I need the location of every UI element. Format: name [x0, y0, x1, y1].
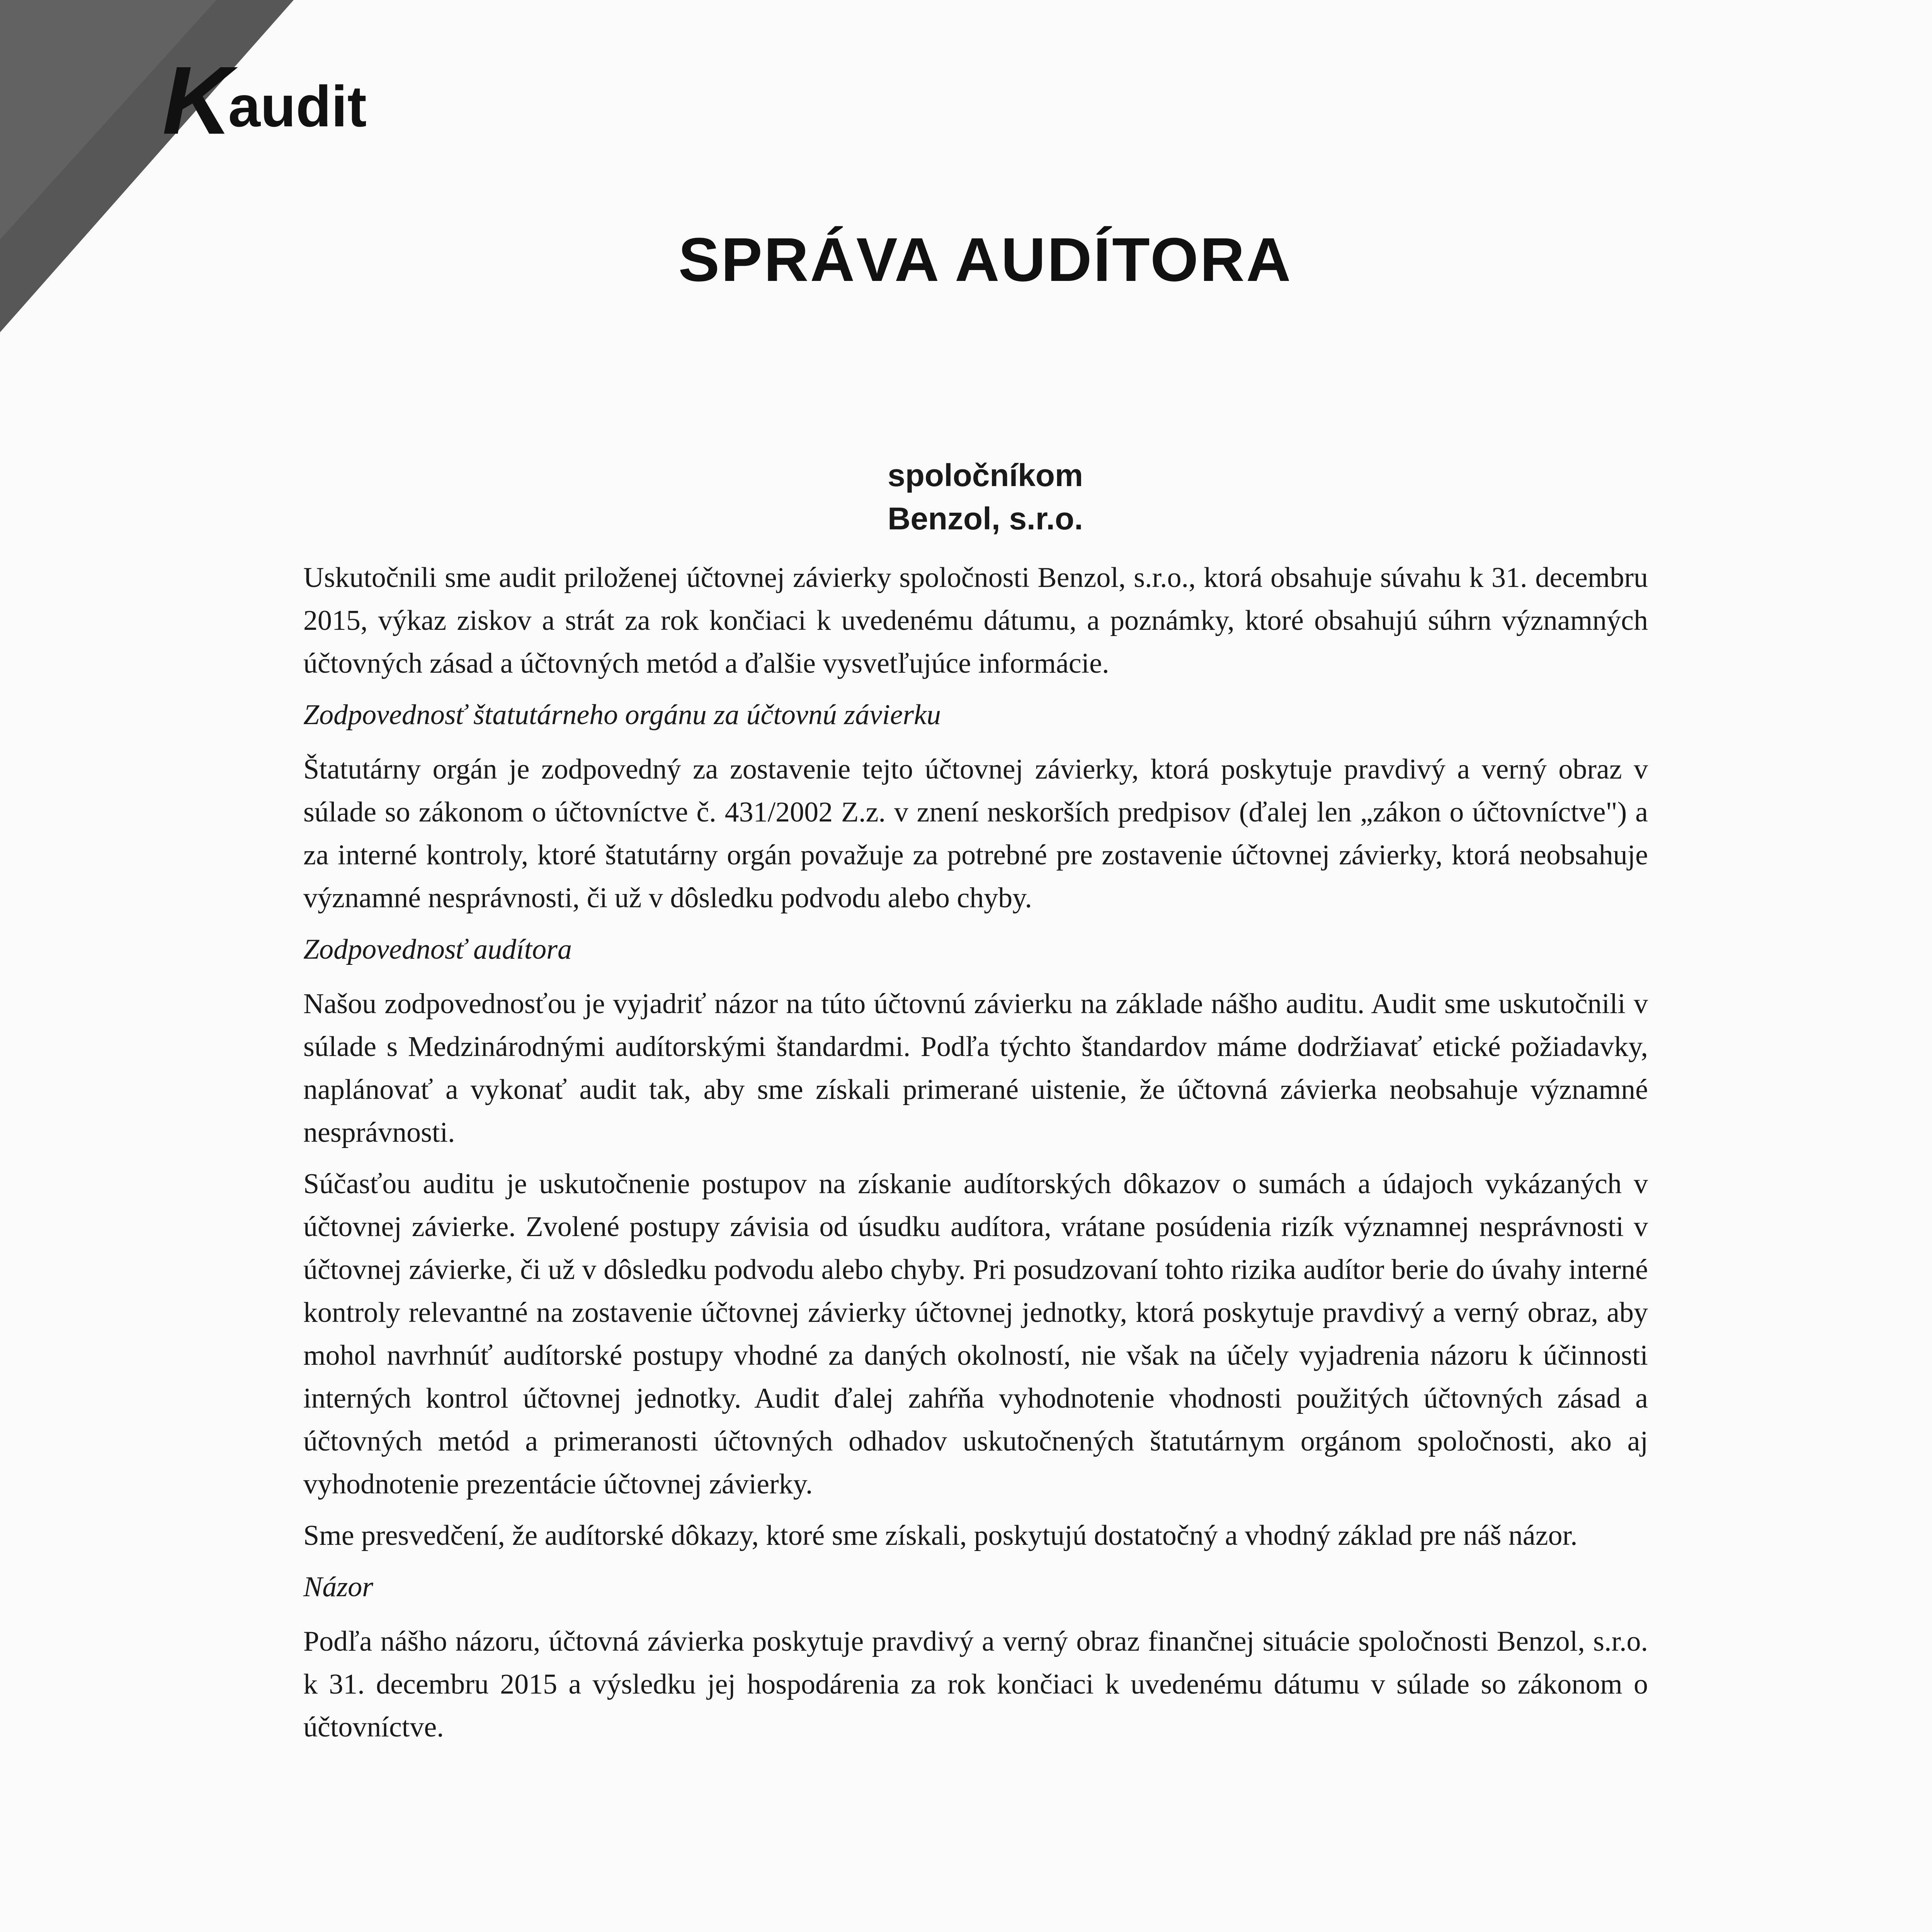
- recipient-line-1: spoločníkom: [888, 458, 1083, 493]
- auditor-paragraph-1: Našou zodpovednosťou je vyjadriť názor na túto účtovnú závierku na základe nášho auditu. Audit sme uskutočnili v súlade s Medzinárodnými audítorskými štandardmi. Podľa týchto štandardov máme dodržiavať etické požiadavky, naplánovať a vykonať audit tak, aby sme získali primerané uistenie, že účtovná závierka neobsahuje významné nesprávnosti.: [303, 988, 1648, 1148]
- auditor-paragraph-2: Súčasťou auditu je uskutočnenie postupov na získanie audítorských dôkazov o sumách a údajoch vykázaných v účtovnej závierke. Zvolené postupy závisia od úsudku audítora, vrátane posúdenia rizík významnej nesprávnosti v účtovnej závierke, či už v dôsledku podvodu alebo chyby. Pri posudzovaní tohto rizika audítor berie do úvahy interné kontroly relevantné na zostavenie účtovnej závierky účtovnej jednotky, ktorá poskytuje pravdivý a verný obraz, aby mohol navrhnúť audítorské postupy vhodné za daných okolností, nie však na účely vyjadrenia názoru k účinnosti interných kontrol účtovnej jednotky. Audit ďalej zahŕňa vyhodnotenie vhodnosti použitých účtovných zásad a účtovných metód a primeranosti účtovných odhadov uskutočnených štatutárnym orgánom spoločnosti, ako aj vyhodnotenie prezentácie účtovnej závierky.: [303, 1168, 1648, 1500]
- company-logo: [162, 46, 367, 154]
- page-title: SPRÁVA AUDÍTORA: [678, 225, 1293, 294]
- section-heading-opinion: Názor: [303, 1571, 373, 1603]
- section-heading-management: Zodpovednosť štatutárneho orgánu za účtovnú závierku: [303, 699, 941, 731]
- logo-mark: K: [162, 46, 232, 154]
- intro-paragraph: Uskutočnili sme audit priloženej účtovnej závierky spoločnosti Benzol, s.r.o., ktorá obsahuje súvahu k 31. decembru 2015, výkaz ziskov a strát za rok končiaci k uvedenému dátumu, a poznámky, ktoré obsahujú súhrn významných účtovných zásad a účtovných metód a ďalšie vysvetľujúce informácie.: [303, 562, 1648, 679]
- auditor-paragraph-3: Sme presvedčení, že audítorské dôkazy, ktoré sme získali, poskytujú dostatočný a vhodný základ pre náš názor.: [303, 1520, 1578, 1551]
- section-heading-auditor: Zodpovednosť audítora: [303, 934, 572, 965]
- report-body: [303, 556, 1648, 1757]
- management-paragraph: Štatutárny orgán je zodpovedný za zostavenie tejto účtovnej závierky, ktorá poskytuje pravdivý a verný obraz v súlade so zákonom o účtovníctve č. 431/2002 Z.z. v znení neskorších predpisov (ďalej len „zákon o účtovníctve") a za interné kontroly, ktoré štatutárny orgán považuje za potrebné pre zostavenie účtovnej závierky, ktorá neobsahuje významné nesprávnosti, či už v dôsledku podvodu alebo chyby.: [303, 753, 1648, 914]
- logo-text: audit: [228, 74, 367, 139]
- opinion-paragraph: Podľa nášho názoru, účtovná závierka poskytuje pravdivý a verný obraz finančnej situácie spoločnosti Benzol, s.r.o. k 31. decembru 2015 a výsledku jej hospodárenia za rok končiaci k uvedenému dátumu v súlade so zákonom o účtovníctve.: [303, 1626, 1648, 1743]
- recipient-line-2: Benzol, s.r.o.: [888, 501, 1083, 536]
- recipient: [0, 454, 1932, 541]
